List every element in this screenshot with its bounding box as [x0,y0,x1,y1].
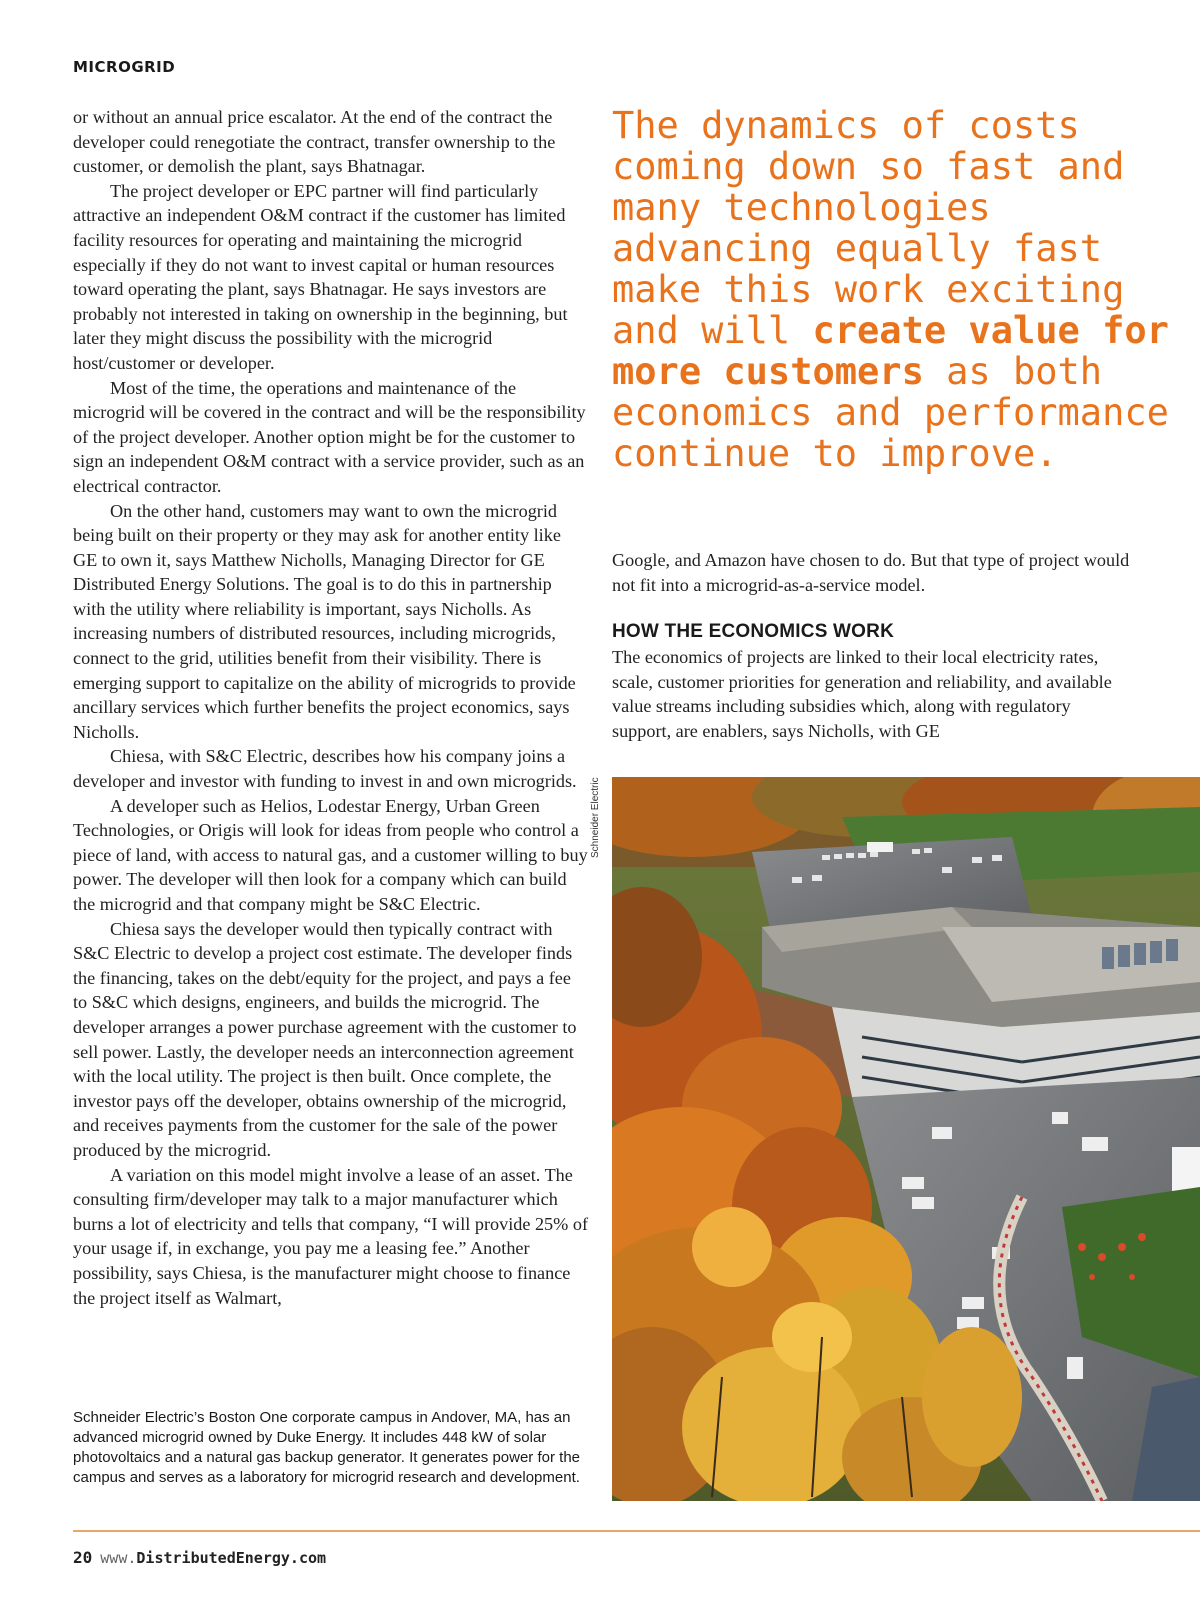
pull-quote-emphasis: create value for more customers [612,309,1169,393]
subheading: HOW THE ECONOMICS WORK [612,621,894,643]
photo-caption: Schneider Electric’s Boston One corporate campus in Andover, MA, has an advanced microgrid owned by Duke Energy. It includes 448 kW of solar photovoltaics and a natural gas backup generator. It generates power for the campus and serves as a laboratory for microgrid research and development. [73,1409,580,1486]
paragraph: On the other hand, customers may want to own the microgrid being built on their property or they may ask for another entity like GE to own it, says Matthew Nicholls, Managing Director for GE Distributed Energy Solutions. The goal is to do this in partnership with the utility where reliability is important, says Nicholls. As increasing numbers of distributed resources, including microgrids, connect to the grid, utilities benefit from their visibility. There is emerging support to capitalize on the ability of microgrids to provide ancillary services which further benefits the project economics, says Nicholls. [73,500,576,742]
paragraph: The project developer or EPC partner will find particularly attractive an independent O&M contract if the customer has limited facility resources for operating and maintaining the microgrid especially if they do not want to invest capital or human resources toward operating the plant, says Bhatnagar. He says investors are probably not interested in taking on ownership in the beginning, but later they might discuss the possibility with the microgrid host/customer or developer. [73,180,568,373]
campus-aerial-photo [612,777,1200,1501]
paragraph: A developer such as Helios, Lodestar Energy, Urban Green Technologies, or Origis will look for ideas from people who control a piece of land, with access to natural gas, and a customer willing to buy power. The developer will then look for a company which can build the microgrid and that company might be S&C Electric. [73,795,588,914]
pull-quote-text-end: as both economics and performance continue to improve. [612,350,1169,475]
footer-site-name: DistributedEnergy.com [136,1549,327,1567]
paragraph: The economics of projects are linked to their local electricity rates, scale, customer priorities for generation and reliability, and available value streams including subsidies which, along with regulatory support, are enablers, says Nicholls, with GE [612,647,1112,741]
pull-quote-text: The dynamics of costs coming down so fast and many technologies advancing equally fast make this work exciting and will [612,104,1125,352]
paragraph: or without an annual price escalator. At the end of the contract the developer could renegotiate the contract, transfer ownership to the customer, or demolish the plant, says Bhatnagar. [73,107,556,177]
paragraph: Chiesa says the developer would then typically contract with S&C Electric to develop a project cost estimate. The developer finds the financing, takes on the debt/equity for the project, and pays a fee to S&C which designs, engineers, and builds the microgrid. The developer arranges a power purchase agreement with the customer to sell power. Lastly, the developer needs an interconnection agreement with the local utility. The project is then built. Once complete, the investor pays off the developer, obtains ownership of the microgrid, and receives payments from the customer for the sale of the power produced by the microgrid. [73,918,577,1160]
pull-quote [612,105,1187,474]
paragraph: Google, and Amazon have chosen to do. But that type of project would not fit into a microgrid-as-a-service model. [612,550,1130,595]
paragraph: A variation on this model might involve a lease of an asset. The consulting firm/developer may talk to a major manufacturer which burns a lot of electricity and tells that company, “I will provide 25% of your usage if, in exchange, you pay me a leasing fee.” Another possibility, says Chiesa, is the manufacturer might choose to finance the project itself as Walmart, [73,1164,588,1308]
section-label: MICROGRID [73,58,176,76]
photo-credit: Schneider Electric [590,777,601,858]
paragraph: Chiesa, with S&C Electric, describes how his company joins a developer and investor with funding to invest in and own microgrids. [73,746,577,792]
page-number: 20 [73,1548,93,1567]
body-column-left [73,105,588,1310]
footer-www: www. [100,1549,137,1567]
page-footer [73,1548,326,1567]
body-column-right [612,548,1132,744]
footer-rule [73,1530,1200,1532]
paragraph: Most of the time, the operations and maintenance of the microgrid will be covered in the contract and will be the responsibility of the project developer. Another option might be for the customer to sign an independent O&M contract with a service provider, such as an electrical contractor. [73,377,586,496]
